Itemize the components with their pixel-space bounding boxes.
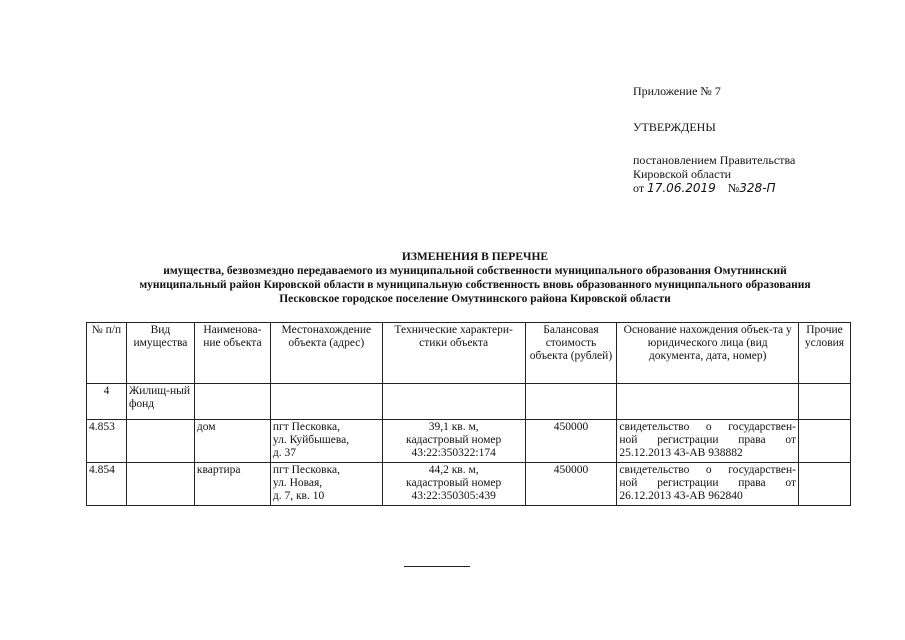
row-basis: свидетельство о государствен- ной регистрации права от 26.12.2013 43-АВ 962840 — [617, 463, 799, 506]
row-tech: 39,1 кв. м, кадастровый номер 43:22:350322:174 — [382, 420, 525, 463]
table-row — [87, 420, 851, 463]
end-rule — [404, 566, 470, 567]
decree-line-2: Кировской области — [633, 167, 732, 181]
title-line-1: ИЗМЕНЕНИЯ В ПЕРЕЧНЕ — [401, 251, 549, 263]
header-name: Наименова-ние объекта — [194, 323, 270, 384]
row-name: квартира — [194, 463, 270, 506]
header-tech: Технические характери-стики объекта — [382, 323, 525, 384]
decree-date: 17.06.2019 — [647, 181, 716, 195]
title-line-4: Песковское городское поселение Омутнинского района Кировской области — [279, 293, 671, 305]
row-basis: свидетельство о государствен- ной регистрации права от 25.12.2013 43-АВ 938882 — [617, 420, 799, 463]
header-num: № п/п — [87, 323, 127, 384]
header-other: Прочие условия — [798, 323, 850, 384]
row-num: 4.853 — [87, 420, 127, 463]
appendix-label: Приложение № 7 — [633, 84, 721, 98]
header-type: Вид имущества — [126, 323, 194, 384]
approved-label: УТВЕРЖДЕНЫ — [633, 120, 716, 134]
row-address: пгт Песковка, ул. Новая, д. 7, кв. 10 — [270, 463, 382, 506]
row-address: пгт Песковка, ул. Куйбышева, д. 37 — [270, 420, 382, 463]
row-name: дом — [194, 420, 270, 463]
group-num: 4 — [87, 384, 127, 420]
table-row — [87, 463, 851, 506]
table-group-row — [87, 384, 851, 420]
approval-block — [633, 84, 795, 195]
row-value: 450000 — [525, 420, 617, 463]
decree-from: от — [633, 181, 645, 195]
title-line-2: имущества, безвозмездно передаваемого из муниципальной собственности муниципального образования Омутнинский — [163, 265, 787, 277]
row-num: 4.854 — [87, 463, 127, 506]
group-type: Жилищ-ный фонд — [126, 384, 194, 420]
property-table — [86, 322, 851, 506]
decree-line-1: постановлением Правительства — [633, 153, 796, 167]
document-title — [90, 250, 860, 306]
header-basis: Основание нахождения объек-та у юридического лица (вид документа, дата, номер) — [617, 323, 799, 384]
row-value: 450000 — [525, 463, 617, 506]
table-header-row — [87, 323, 851, 384]
header-location: Местонахождение объекта (адрес) — [270, 323, 382, 384]
row-tech: 44,2 кв. м, кадастровый номер 43:22:350305:439 — [382, 463, 525, 506]
decree-number: 328-П — [739, 181, 776, 195]
decree-date-line — [633, 181, 795, 195]
decree-number-label: № — [727, 181, 740, 195]
title-line-3: муниципальный район Кировской области в муниципальную собственность вновь образованного муниципального образования — [139, 279, 811, 291]
header-value: Балансовая стоимость объекта (рублей) — [525, 323, 617, 384]
